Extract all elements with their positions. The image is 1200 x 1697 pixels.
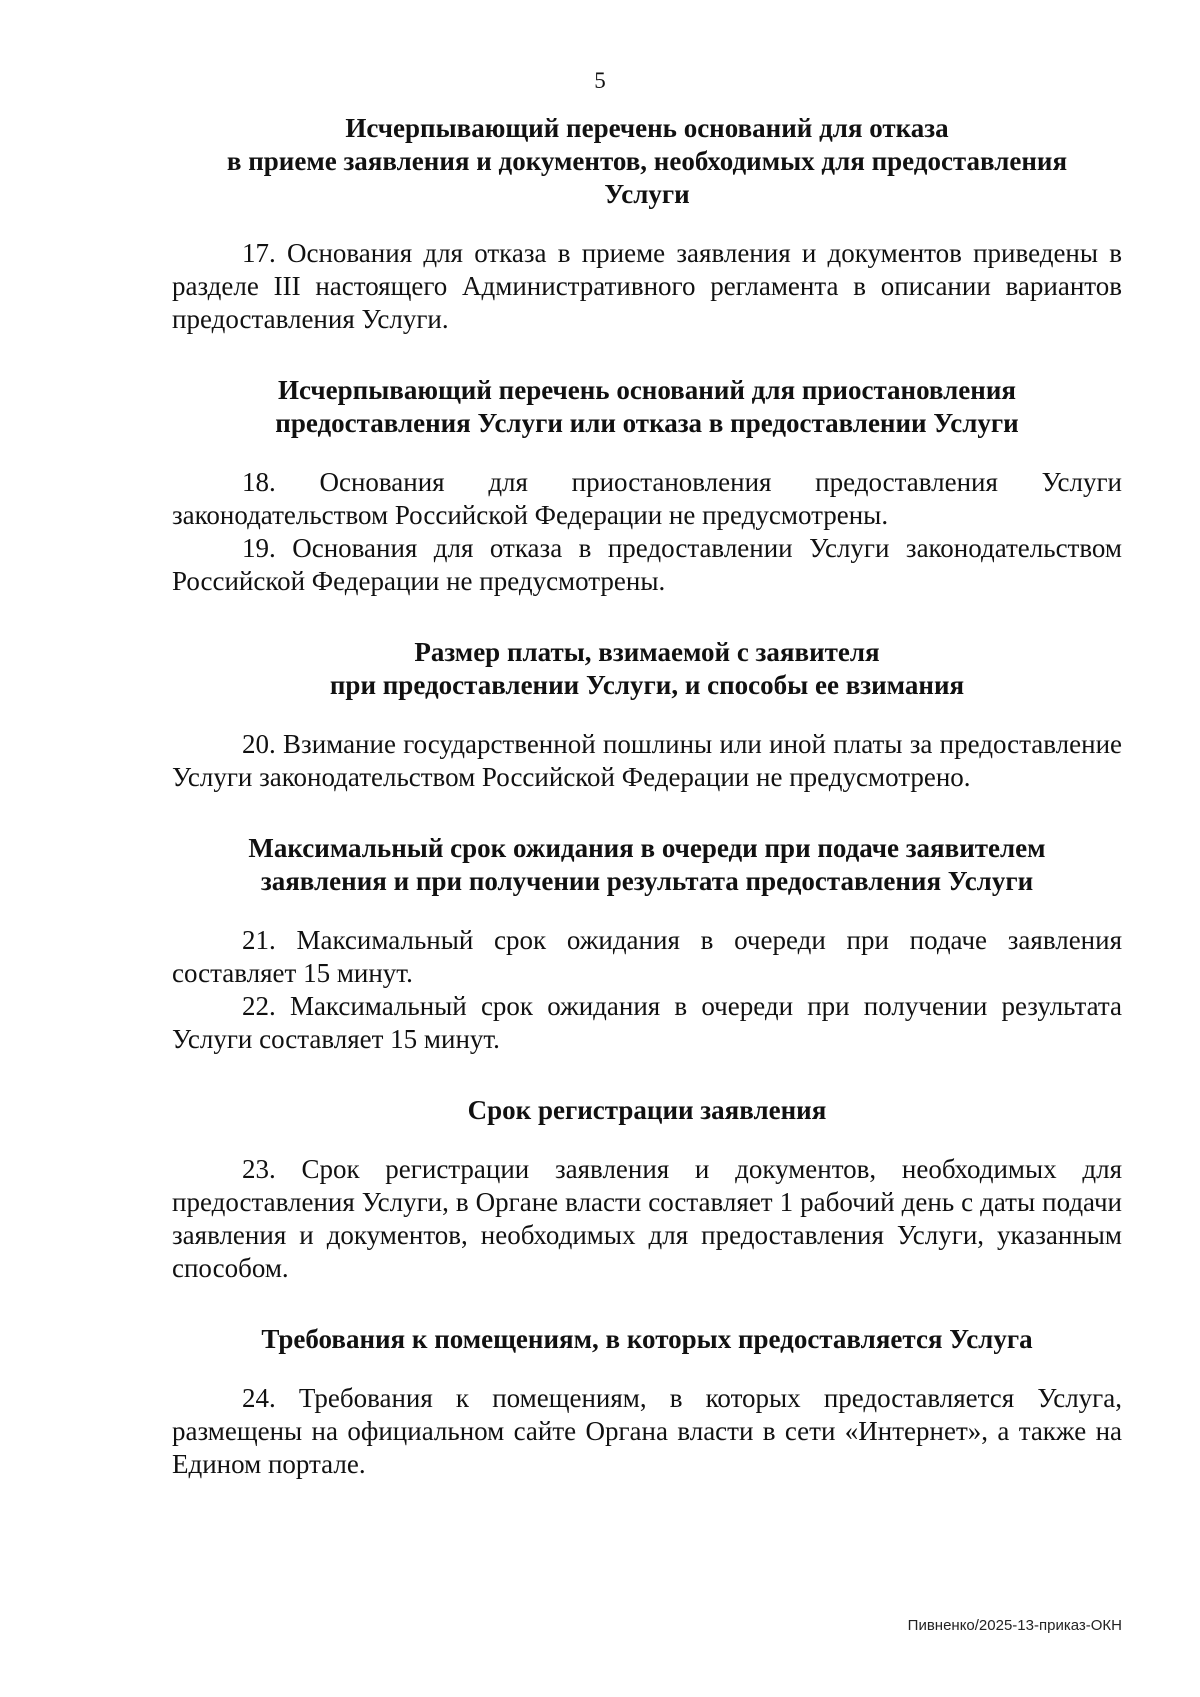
heading-line: Требования к помещениям, в которых предоставляется Услуга: [261, 1324, 1033, 1354]
heading-line: Срок регистрации заявления: [467, 1095, 827, 1125]
paragraph-23: 23. Срок регистрации заявления и документов, необходимых для предоставления Услуги, в Органе власти составляет 1 рабочий день с даты подачи заявления и документов, необходимых для предоставления Услуги, указанным способом.: [172, 1154, 1122, 1283]
paragraph-24: 24. Требования к помещениям, в которых предоставляется Услуга, размещены на официальном сайте Органа власти в сети «Интернет», а также на Едином портале.: [172, 1383, 1122, 1479]
section-fee: [172, 636, 1122, 794]
heading-line: при предоставлении Услуги, и способы ее взимания: [329, 670, 965, 700]
section-heading: [172, 112, 1122, 211]
paragraph-22: 22. Максимальный срок ожидания в очереди при получении результата Услуги составляет 15 минут.: [172, 991, 1122, 1054]
paragraph-17: 17. Основания для отказа в приеме заявления и документов приведены в разделе III настоящего Административного регламента в описании вариантов предоставления Услуги.: [172, 238, 1122, 334]
section-heading: [172, 832, 1122, 898]
paragraph-21: 21. Максимальный срок ожидания в очереди при подаче заявления составляет 15 минут.: [172, 925, 1122, 988]
heading-line: Услуги: [604, 179, 690, 209]
heading-line: Максимальный срок ожидания в очереди при подаче заявителем: [248, 833, 1046, 863]
heading-line: Размер платы, взимаемой с заявителя: [414, 637, 880, 667]
section-heading: [172, 1094, 1122, 1127]
section-queue-time: [172, 832, 1122, 1056]
section-premises-requirements: [172, 1323, 1122, 1481]
heading-line: Исчерпывающий перечень оснований для отказа: [345, 113, 949, 143]
paragraph-20: 20. Взимание государственной пошлины или иной платы за предоставление Услуги законодательством Российской Федерации не предусмотрено.: [172, 729, 1122, 792]
paragraph-19: 19. Основания для отказа в предоставлении Услуги законодательством Российской Федерации не предусмотрены.: [172, 533, 1122, 596]
section-heading: [172, 374, 1122, 440]
heading-line: предоставления Услуги или отказа в предоставлении Услуги: [275, 408, 1019, 438]
heading-line: заявления и при получении результата предоставления Услуги: [260, 866, 1034, 896]
page-number: 5: [594, 68, 606, 93]
heading-line: Исчерпывающий перечень оснований для приостановления: [277, 375, 1017, 405]
paragraph-18: 18. Основания для приостановления предоставления Услуги законодательством Российской Федерации не предусмотрены.: [172, 467, 1122, 530]
section-refusal-acceptance: [172, 112, 1122, 336]
document-body: [172, 112, 1122, 1519]
document-footer-id: Пивненко/2025-13-приказ-ОКН: [907, 1617, 1122, 1634]
section-registration-term: [172, 1094, 1122, 1285]
heading-line: в приеме заявления и документов, необходимых для предоставления: [226, 146, 1068, 176]
section-heading: [172, 1323, 1122, 1356]
section-suspension-refusal: [172, 374, 1122, 598]
section-heading: [172, 636, 1122, 702]
